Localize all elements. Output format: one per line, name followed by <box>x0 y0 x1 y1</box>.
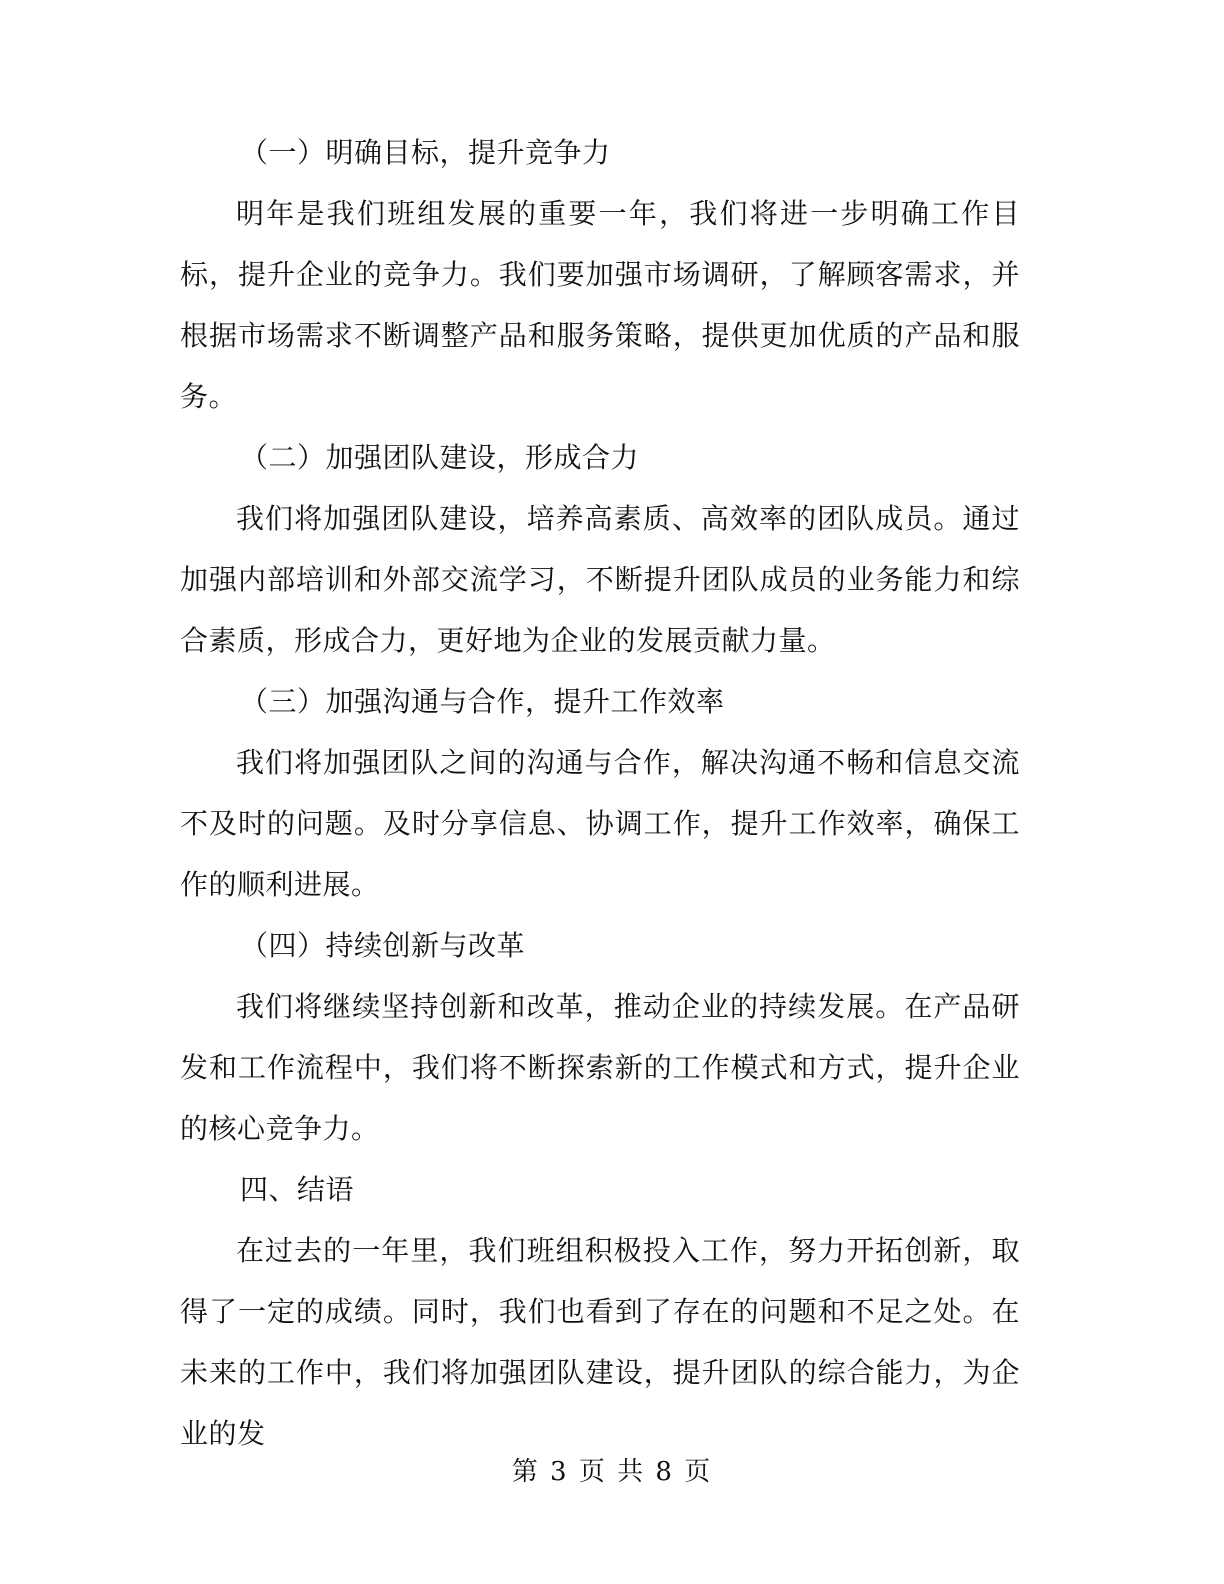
section-heading-conclusion: 四、结语 <box>240 1173 355 1206</box>
section-heading-1: （一）明确目标，提升竞争力 <box>240 136 611 169</box>
paragraph-4: 我们将继续坚持创新和改革，推动企业的持续发展。在产品研发和工作流程中，我们将不断探索新的工作模式和方式，提升企业的核心竞争力。 <box>180 990 1020 1145</box>
paragraph-2: 我们将加强团队建设，培养高素质、高效率的团队成员。通过加强内部培训和外部交流学习，不断提升团队成员的业务能力和综合素质，形成合力，更好地为企业的发展贡献力量。 <box>180 502 1020 657</box>
paragraph-3: 我们将加强团队之间的沟通与合作，解决沟通不畅和信息交流不及时的问题。及时分享信息、协调工作，提升工作效率，确保工作的顺利进展。 <box>180 746 1020 901</box>
page-number-footer: 第 3 页 共 8 页 <box>511 1457 713 1487</box>
paragraph-1: 明年是我们班组发展的重要一年，我们将进一步明确工作目标，提升企业的竞争力。我们要加强市场调研，了解顾客需求，并根据市场需求不断调整产品和服务策略，提供更加优质的产品和服务。 <box>180 197 1020 413</box>
section-heading-2: （二）加强团队建设，形成合力 <box>240 441 640 474</box>
paragraph-conclusion: 在过去的一年里，我们班组积极投入工作，努力开拓创新，取得了一定的成绩。同时，我们也看到了存在的问题和不足之处。在未来的工作中，我们将加强团队建设，提升团队的综合能力，为企业的发 <box>180 1234 1020 1450</box>
document-body <box>180 122 1020 1464</box>
section-heading-3: （三）加强沟通与合作，提升工作效率 <box>240 685 725 718</box>
section-heading-4: （四）持续创新与改革 <box>240 929 526 962</box>
